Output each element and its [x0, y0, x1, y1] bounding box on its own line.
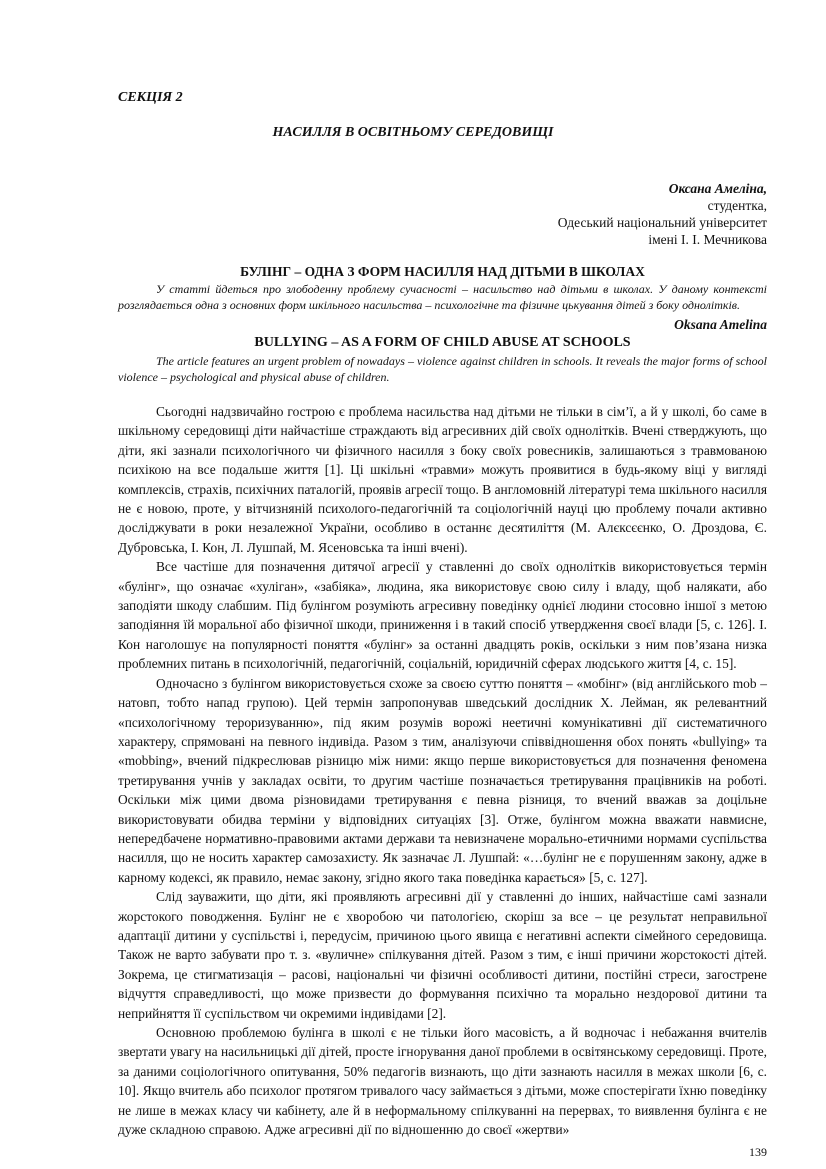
article-title-en: BULLYING – AS A FORM OF CHILD ABUSE AT SCHOOLS: [254, 335, 631, 350]
article-title-ua: БУЛІНГ – ОДНА З ФОРМ НАСИЛЛЯ НАД ДІТЬМИ В ШКОЛАХ: [240, 264, 645, 279]
article-body: [118, 402, 767, 1139]
author-role: студентка,: [707, 198, 767, 213]
body-paragraph: Одночасно з булінгом використовується схоже за своєю суттю поняття – «мобінг» (від англійського mob – натовп, тобто напад групою). Цей термін запропонував шведський дослідник Х. Лейман, як релевантний «психологічному тероризуванню», під яким розумів ворожі неетичні комунікативні дії систематичного характеру, спрямовані на певного індивіда. Разом з тим, аналізуючи співвідношення обох понять «bullying» та «mobbing», вчений підкреслював різницю між ними: якщо перше використовується для позначення феномена третирування учнів у закладах освіти, то другим частіше позначається третирування працівників на роботі. Оскільки між цими двома різновидами третирування є певна різниця, то вчений вважав за доцільне використовувати обидва терміни у відповідних ситуаціях [3]. Отже, булінгом можна вважати навмисне, непередбачене нормативно-правовими актами держави та невизначене морально-етичними нормами суспільства насилля, що не носить характер самозахисту. Як зазначає Л. Лушпай: «…булінг не є порушенням закону, адже в карному кодексі, як правило, немає закону, згідно якого така поведінка карається» [5, с. 127].: [118, 675, 767, 885]
abstract-en: The article features an urgent problem of nowadays – violence against children in schools. It reveals the major forms of school violence – psychological and physical abuse of children.: [118, 354, 767, 384]
author-affiliation-line-2: імені І. І. Мечникова: [648, 232, 767, 247]
body-paragraph: Сьогодні надзвичайно гострою є проблема насильства над дітьми не тільки в сім’ї, а й у школі, бо саме в шкільному середовищі діти найчастіше страждають від агресивних дій своїх однолітків. Вчені стверджують, що діти, які зазнали психологічного чи фізичного насилля з боку своїх ровесників, залишаються з травмованою психікою на все подальше життя [1]. Ці шкільні «травми» можуть проявитися в будь-якому віці у вигляді комплексів, страхів, психічних паталогій, проявів агресії тощо. В англомовній літературі тема шкільного насилля не є новою, проте, у вітчизняній психолого-педагогічній та соціологічній науці цю проблему почали активно досліджувати в роки незалежної України, особливо в останнє десятиліття (М. Алєксєєнко, О. Дроздова, Є. Дубровська, І. Кон, Л. Лушпай, М. Ясеновська та інші вчені).: [118, 404, 767, 555]
author-name-en: Oksana Amelina: [674, 317, 767, 332]
author-block: [558, 180, 767, 248]
body-paragraph: Основною проблемою булінга в школі є не тільки його масовість, а й водночас і небажання вчителів звертати увагу на насильницькі дії дітей, просте ігнорування даної проблеми в освітянському середовищі. Проте, за даними соціологічного опитування, 50% педагогів визнають, що діти зазнають насилля в межах школи [6, с. 10]. Якщо вчитель або психолог протягом тривалого часу займається з дітьми, може спостерігати їхню поведінку не лише в межах класу чи кабінету, але й в неформальному спілкуванні на перервах, то виявлення булінга є не дуже складною справою. Адже агресивні дії по відношенню до своєї «жертви»: [118, 1025, 767, 1138]
author-name: Оксана Амеліна,: [668, 181, 767, 196]
body-paragraph: Слід зауважити, що діти, які проявляють агресивні дії у ставленні до інших, найчастіше самі зазнали жорстокого поводження. Булінг не є хворобою чи патологією, скоріш за все – це результат неправильної адаптації дитини у суспільстві і, передусім, причиною цього явища є негативні аспекти сімейного середовища. Також не варто забувати про т. з. «вуличне» спілкування дітей. Разом з тим, є інші причини жорстокості дітей. Зокрема, це стигматизація – расові, національні чи фізичні особливості дитини, постійні стреси, загострене відчуття справедливості, що може призвести до формування психічно та морально нездорової дитини та неприйняття її суспільством чи окремими індивідами [2].: [118, 889, 767, 1021]
author-affiliation-line-1: Одеський національний університет: [557, 215, 767, 230]
page-number: 139: [749, 1145, 767, 1159]
abstract-ua: У статті йдеться про злободенну проблему сучасності – насильство над дітьми в школах. У даному контексті розглядається одна з основних форм шкільного насильства – психологічне та фізичне цькування дітей з боку однолітків.: [118, 282, 767, 312]
body-paragraph: Все частіше для позначення дитячої агресії у ставленні до своїх однолітків використовується термін «булінг», що означає «хуліган», «забіяка», людина, яка використовує свою силу і владу, щоб налякати, або заподіяти шкоду слабшим. Під булінгом розуміють агресивну поведінку однієї людини стосовно іншої з метою заподіяння їй моральної або фізичної шкоди, приниження і в такий спосіб утвердження своєї влади [5, с. 126]. І. Кон наголошує на популярності поняття «булінг» за останні двадцять років, оскільки з ним пов’язана низка проблемних питань в психологічній, педагогічній, соціальній, юридичній сферах людського життя [4, с. 15].: [118, 559, 767, 672]
section-title: НАСИЛЛЯ В ОСВІТНЬОМУ СЕРЕДОВИЩІ: [272, 125, 554, 140]
section-label: СЕКЦІЯ 2: [118, 90, 183, 105]
